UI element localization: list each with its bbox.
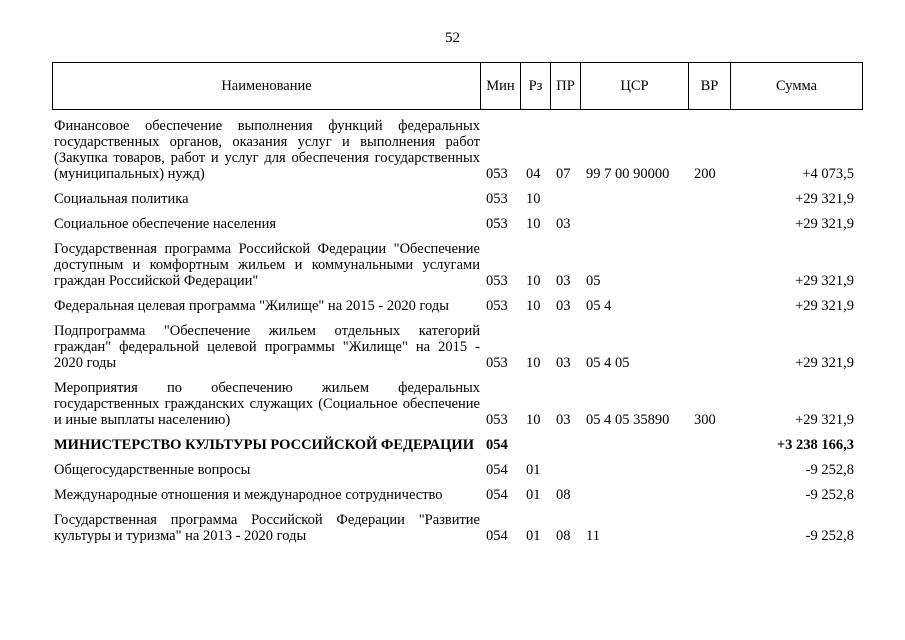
row-name: Федеральная целевая программа "Жилище" на 2015 - 2020 годы: [54, 298, 449, 314]
table-row: [52, 507, 862, 548]
row-sum: +29 321,9: [795, 298, 854, 314]
row-sum: -9 252,8: [805, 528, 854, 544]
budget-table: [52, 113, 862, 548]
row-vr: 200: [694, 166, 716, 182]
row-vr: [688, 432, 730, 457]
row-pr: 08: [556, 487, 571, 503]
row-rz: 01: [526, 487, 541, 503]
table-row: [52, 375, 862, 432]
row-rz: 04: [526, 166, 541, 182]
row-vr: [688, 236, 730, 293]
row-vr: [688, 507, 730, 548]
row-csr: 05 4 05: [586, 355, 630, 371]
row-pr: [550, 457, 580, 482]
header-row: [53, 63, 863, 110]
row-csr: 05 4 05 35890: [586, 412, 670, 428]
header-rz: Рз: [521, 63, 551, 110]
row-csr: 05 4: [586, 298, 612, 314]
row-min: 053: [486, 298, 508, 314]
row-pr: 03: [556, 273, 571, 289]
row-csr: 05: [586, 273, 601, 289]
row-rz: 10: [526, 412, 541, 428]
row-vr: [688, 186, 730, 211]
row-name: Финансовое обеспечение выполнения функций федеральных государственных органов, оказания услуг и выполнения работ (Закупка товаров, работ и услуг для обеспечения государственных (муниципальных) нужд): [54, 118, 480, 182]
row-pr: 08: [556, 528, 571, 544]
row-min: 053: [486, 412, 508, 428]
row-name: Социальная политика: [54, 191, 189, 207]
header-csr: ЦСР: [581, 63, 689, 110]
row-rz: 10: [526, 298, 541, 314]
row-vr: [688, 211, 730, 236]
table-row: [52, 457, 862, 482]
row-vr: [688, 318, 730, 375]
row-min: 053: [486, 166, 508, 182]
row-min: 054: [486, 462, 508, 478]
row-rz: 10: [526, 191, 541, 207]
row-name: МИНИСТЕРСТВО КУЛЬТУРЫ РОССИЙСКОЙ ФЕДЕРАЦИИ: [54, 437, 474, 453]
row-rz: 01: [526, 462, 541, 478]
row-rz: [520, 432, 550, 457]
row-name: Подпрограмма "Обеспечение жильем отдельных категорий граждан" федеральной целевой программы "Жилище" на 2015 - 2020 годы: [54, 323, 480, 371]
row-name: Международные отношения и международное сотрудничество: [54, 487, 443, 503]
row-pr: [550, 432, 580, 457]
row-csr: 99 7 00 90000: [586, 166, 670, 182]
table-row: [52, 482, 862, 507]
row-vr: 300: [694, 412, 716, 428]
row-rz: 01: [526, 528, 541, 544]
row-name: Общегосударственные вопросы: [54, 462, 251, 478]
row-min: 054: [486, 487, 508, 503]
row-sum: +29 321,9: [795, 191, 854, 207]
row-pr: 07: [556, 166, 571, 182]
row-sum: +4 073,5: [802, 166, 854, 182]
row-vr: [688, 457, 730, 482]
row-csr: [580, 457, 688, 482]
row-pr: 03: [556, 355, 571, 371]
row-csr: [580, 186, 688, 211]
row-vr: [688, 293, 730, 318]
row-pr: 03: [556, 216, 571, 232]
header-min: Мин: [481, 63, 521, 110]
page-number: 52: [445, 30, 460, 46]
row-sum: +29 321,9: [795, 216, 854, 232]
row-sum: -9 252,8: [805, 487, 854, 503]
row-min: 054: [486, 437, 508, 453]
table-row: [52, 293, 862, 318]
row-min: 053: [486, 273, 508, 289]
row-csr: 11: [586, 528, 600, 544]
table-row: [52, 113, 862, 186]
row-min: 054: [486, 528, 508, 544]
row-sum: -9 252,8: [805, 462, 854, 478]
row-sum: +3 238 166,3: [776, 437, 854, 453]
table-row: [52, 186, 862, 211]
row-sum: +29 321,9: [795, 273, 854, 289]
row-min: 053: [486, 191, 508, 207]
row-csr: [580, 432, 688, 457]
header-pr: ПР: [551, 63, 581, 110]
row-name: Социальное обеспечение населения: [54, 216, 277, 232]
row-sum: +29 321,9: [795, 355, 854, 371]
row-rz: 10: [526, 355, 541, 371]
header-sum: Сумма: [731, 63, 863, 110]
row-vr: [688, 482, 730, 507]
header-name: Наименование: [53, 63, 481, 110]
row-rz: 10: [526, 273, 541, 289]
row-min: 053: [486, 216, 508, 232]
table-header: [52, 62, 863, 110]
table-row: [52, 432, 862, 457]
table-row: [52, 211, 862, 236]
row-name: Государственная программа Российской Федерации "Развитие культуры и туризма" на 2013 - 2020 годы: [54, 512, 480, 544]
table-row: [52, 236, 862, 293]
row-pr: 03: [556, 298, 571, 314]
row-min: 053: [486, 355, 508, 371]
row-csr: [580, 482, 688, 507]
row-csr: [580, 211, 688, 236]
header-vr: ВР: [689, 63, 731, 110]
row-pr: [550, 186, 580, 211]
table-row: [52, 318, 862, 375]
row-rz: 10: [526, 216, 541, 232]
row-sum: +29 321,9: [795, 412, 854, 428]
row-name: Мероприятия по обеспечению жильем федеральных государственных гражданских служащих (Социальное обеспечение и иные выплаты населению): [54, 380, 480, 428]
row-pr: 03: [556, 412, 571, 428]
row-name: Государственная программа Российской Федерации "Обеспечение доступным и комфортным жильем и коммунальными услугами граждан Российской Федерации": [54, 241, 480, 289]
